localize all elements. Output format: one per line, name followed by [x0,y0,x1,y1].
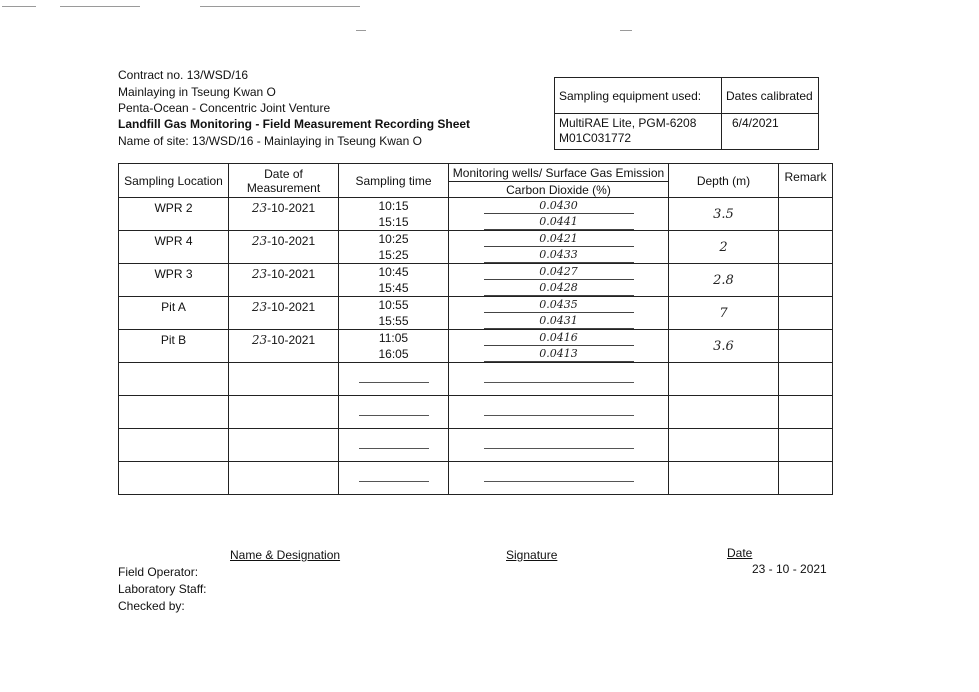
footer-date-value: 23 - 10 - 2021 [752,562,827,576]
blank-cell [229,363,339,396]
header-date-line1: Date of [264,166,303,181]
blank-cell [669,429,779,462]
equipment-label: Sampling equipment used: [555,78,722,114]
blank-cell [119,396,229,429]
header-location: Sampling Location [119,164,229,198]
blank-cell [449,429,669,462]
laboratory-staff-label: Laboratory Staff: [118,582,207,596]
table-row [119,198,833,215]
co2-reading: 0.0435 [484,298,634,313]
table-row [119,231,833,248]
row-time-am: 11:05 [339,330,449,347]
blank-cell [669,363,779,396]
co2-reading: 0.0430 [484,199,634,214]
row-time-am: 10:25 [339,231,449,248]
row-co2-am [449,330,669,347]
row-depth: 3.5 [669,198,779,231]
row-remark [779,198,833,231]
table-row [119,330,833,347]
blank-cell [779,429,833,462]
co2-reading: 0.0428 [484,281,634,296]
blank-cell [229,396,339,429]
row-remark [779,231,833,264]
row-depth: 2.8 [669,264,779,297]
row-date-rest: -10-2021 [267,234,316,248]
equipment-model: MultiRAE Lite, PGM-6208 [559,116,697,130]
calibrated-date: 6/4/2021 [722,114,819,150]
row-time-am: 10:55 [339,297,449,314]
blank-cell [119,363,229,396]
row-time-am: 10:15 [339,198,449,215]
co2-reading: 0.0427 [484,265,634,280]
blank-cell [669,462,779,495]
row-time-pm: 15:55 [339,313,449,330]
row-date-day: 23 [251,333,268,347]
table-row-blank [119,396,833,429]
row-time-pm: 16:05 [339,346,449,363]
row-depth: 3.6 [669,330,779,363]
blank-cell [229,462,339,495]
row-co2-pm [449,214,669,231]
date-label: Date [727,546,753,560]
blank-line [484,481,634,482]
blank-cell [339,429,449,462]
blank-cell [229,429,339,462]
row-remark [779,264,833,297]
blank-cell [339,396,449,429]
blank-line [359,382,429,383]
co2-reading: 0.0421 [484,232,634,247]
row-location: WPR 2 [119,198,229,231]
row-date-rest: -10-2021 [267,333,316,347]
blank-cell [119,462,229,495]
row-remark [779,297,833,330]
row-date-rest: -10-2021 [267,201,316,215]
row-location: Pit A [119,297,229,330]
blank-line [359,448,429,449]
row-location: Pit B [119,330,229,363]
scan-mark [620,30,632,31]
checked-by-label: Checked by: [118,599,185,613]
row-date-day: 23 [251,201,268,215]
scan-mark [356,30,366,31]
header-time: Sampling time [339,164,449,198]
row-co2-pm [449,313,669,330]
row-co2-am [449,297,669,314]
field-operator-label: Field Operator: [118,565,199,579]
row-date [229,231,339,264]
header-remark: Remark [779,164,833,198]
row-depth: 7 [669,297,779,330]
site-name: Name of site: 13/WSD/16 - Mainlaying in Tseung Kwan O [118,134,422,148]
row-remark [779,330,833,363]
blank-line [484,415,634,416]
row-co2-am [449,264,669,281]
header-date [229,164,339,198]
table-row [119,264,833,281]
blank-cell [119,429,229,462]
calibrated-label: Dates calibrated [722,78,819,114]
table-row-blank [119,429,833,462]
row-date-day: 23 [251,300,268,314]
blank-cell [449,396,669,429]
table-row-blank [119,462,833,495]
co2-reading: 0.0413 [484,347,634,362]
blank-line [484,448,634,449]
row-time-pm: 15:25 [339,247,449,264]
row-date-day: 23 [251,234,268,248]
row-date [229,297,339,330]
equipment-serial: M01C031772 [559,131,632,145]
scan-mark [200,6,360,7]
blank-cell [449,363,669,396]
row-time-pm: 15:45 [339,280,449,297]
co2-reading: 0.0441 [484,215,634,230]
row-co2-am [449,198,669,215]
row-date [229,264,339,297]
blank-cell [669,396,779,429]
blank-line [359,415,429,416]
equipment-value [555,114,722,150]
signature-label: Signature [506,548,558,562]
row-co2-pm [449,247,669,264]
blank-cell [779,363,833,396]
scan-mark [60,6,140,7]
name-designation-label: Name & Designation [230,548,341,562]
header-co2: Carbon Dioxide (%) [449,182,669,198]
row-date-rest: -10-2021 [267,300,316,314]
sheet-title: Landfill Gas Monitoring - Field Measurement Recording Sheet [118,117,471,131]
blank-line [484,382,634,383]
blank-cell [339,363,449,396]
row-date-rest: -10-2021 [267,267,316,281]
header-date-line2: Measurement [246,180,321,195]
blank-cell [339,462,449,495]
row-depth: 2 [669,231,779,264]
row-time-pm: 15:15 [339,214,449,231]
contractor-name: Penta-Ocean - Concentric Joint Venture [118,101,331,115]
co2-reading: 0.0431 [484,314,634,329]
blank-cell [779,462,833,495]
row-co2-pm [449,346,669,363]
table-row [119,297,833,314]
row-date-day: 23 [251,267,268,281]
contract-number: Contract no. 13/WSD/16 [118,68,249,82]
row-location: WPR 4 [119,231,229,264]
row-location: WPR 3 [119,264,229,297]
header-wells: Monitoring wells/ Surface Gas Emission [449,164,669,182]
table-row-blank [119,363,833,396]
co2-reading: 0.0416 [484,331,634,346]
row-date [229,330,339,363]
blank-cell [779,396,833,429]
row-co2-pm [449,280,669,297]
row-time-am: 10:45 [339,264,449,281]
row-co2-am [449,231,669,248]
blank-cell [449,462,669,495]
project-name: Mainlaying in Tseung Kwan O [118,85,276,99]
row-date [229,198,339,231]
scan-mark [2,6,36,7]
co2-reading: 0.0433 [484,248,634,263]
equipment-table [554,77,819,150]
measurement-table [118,163,833,495]
header-depth: Depth (m) [669,164,779,198]
blank-line [359,481,429,482]
